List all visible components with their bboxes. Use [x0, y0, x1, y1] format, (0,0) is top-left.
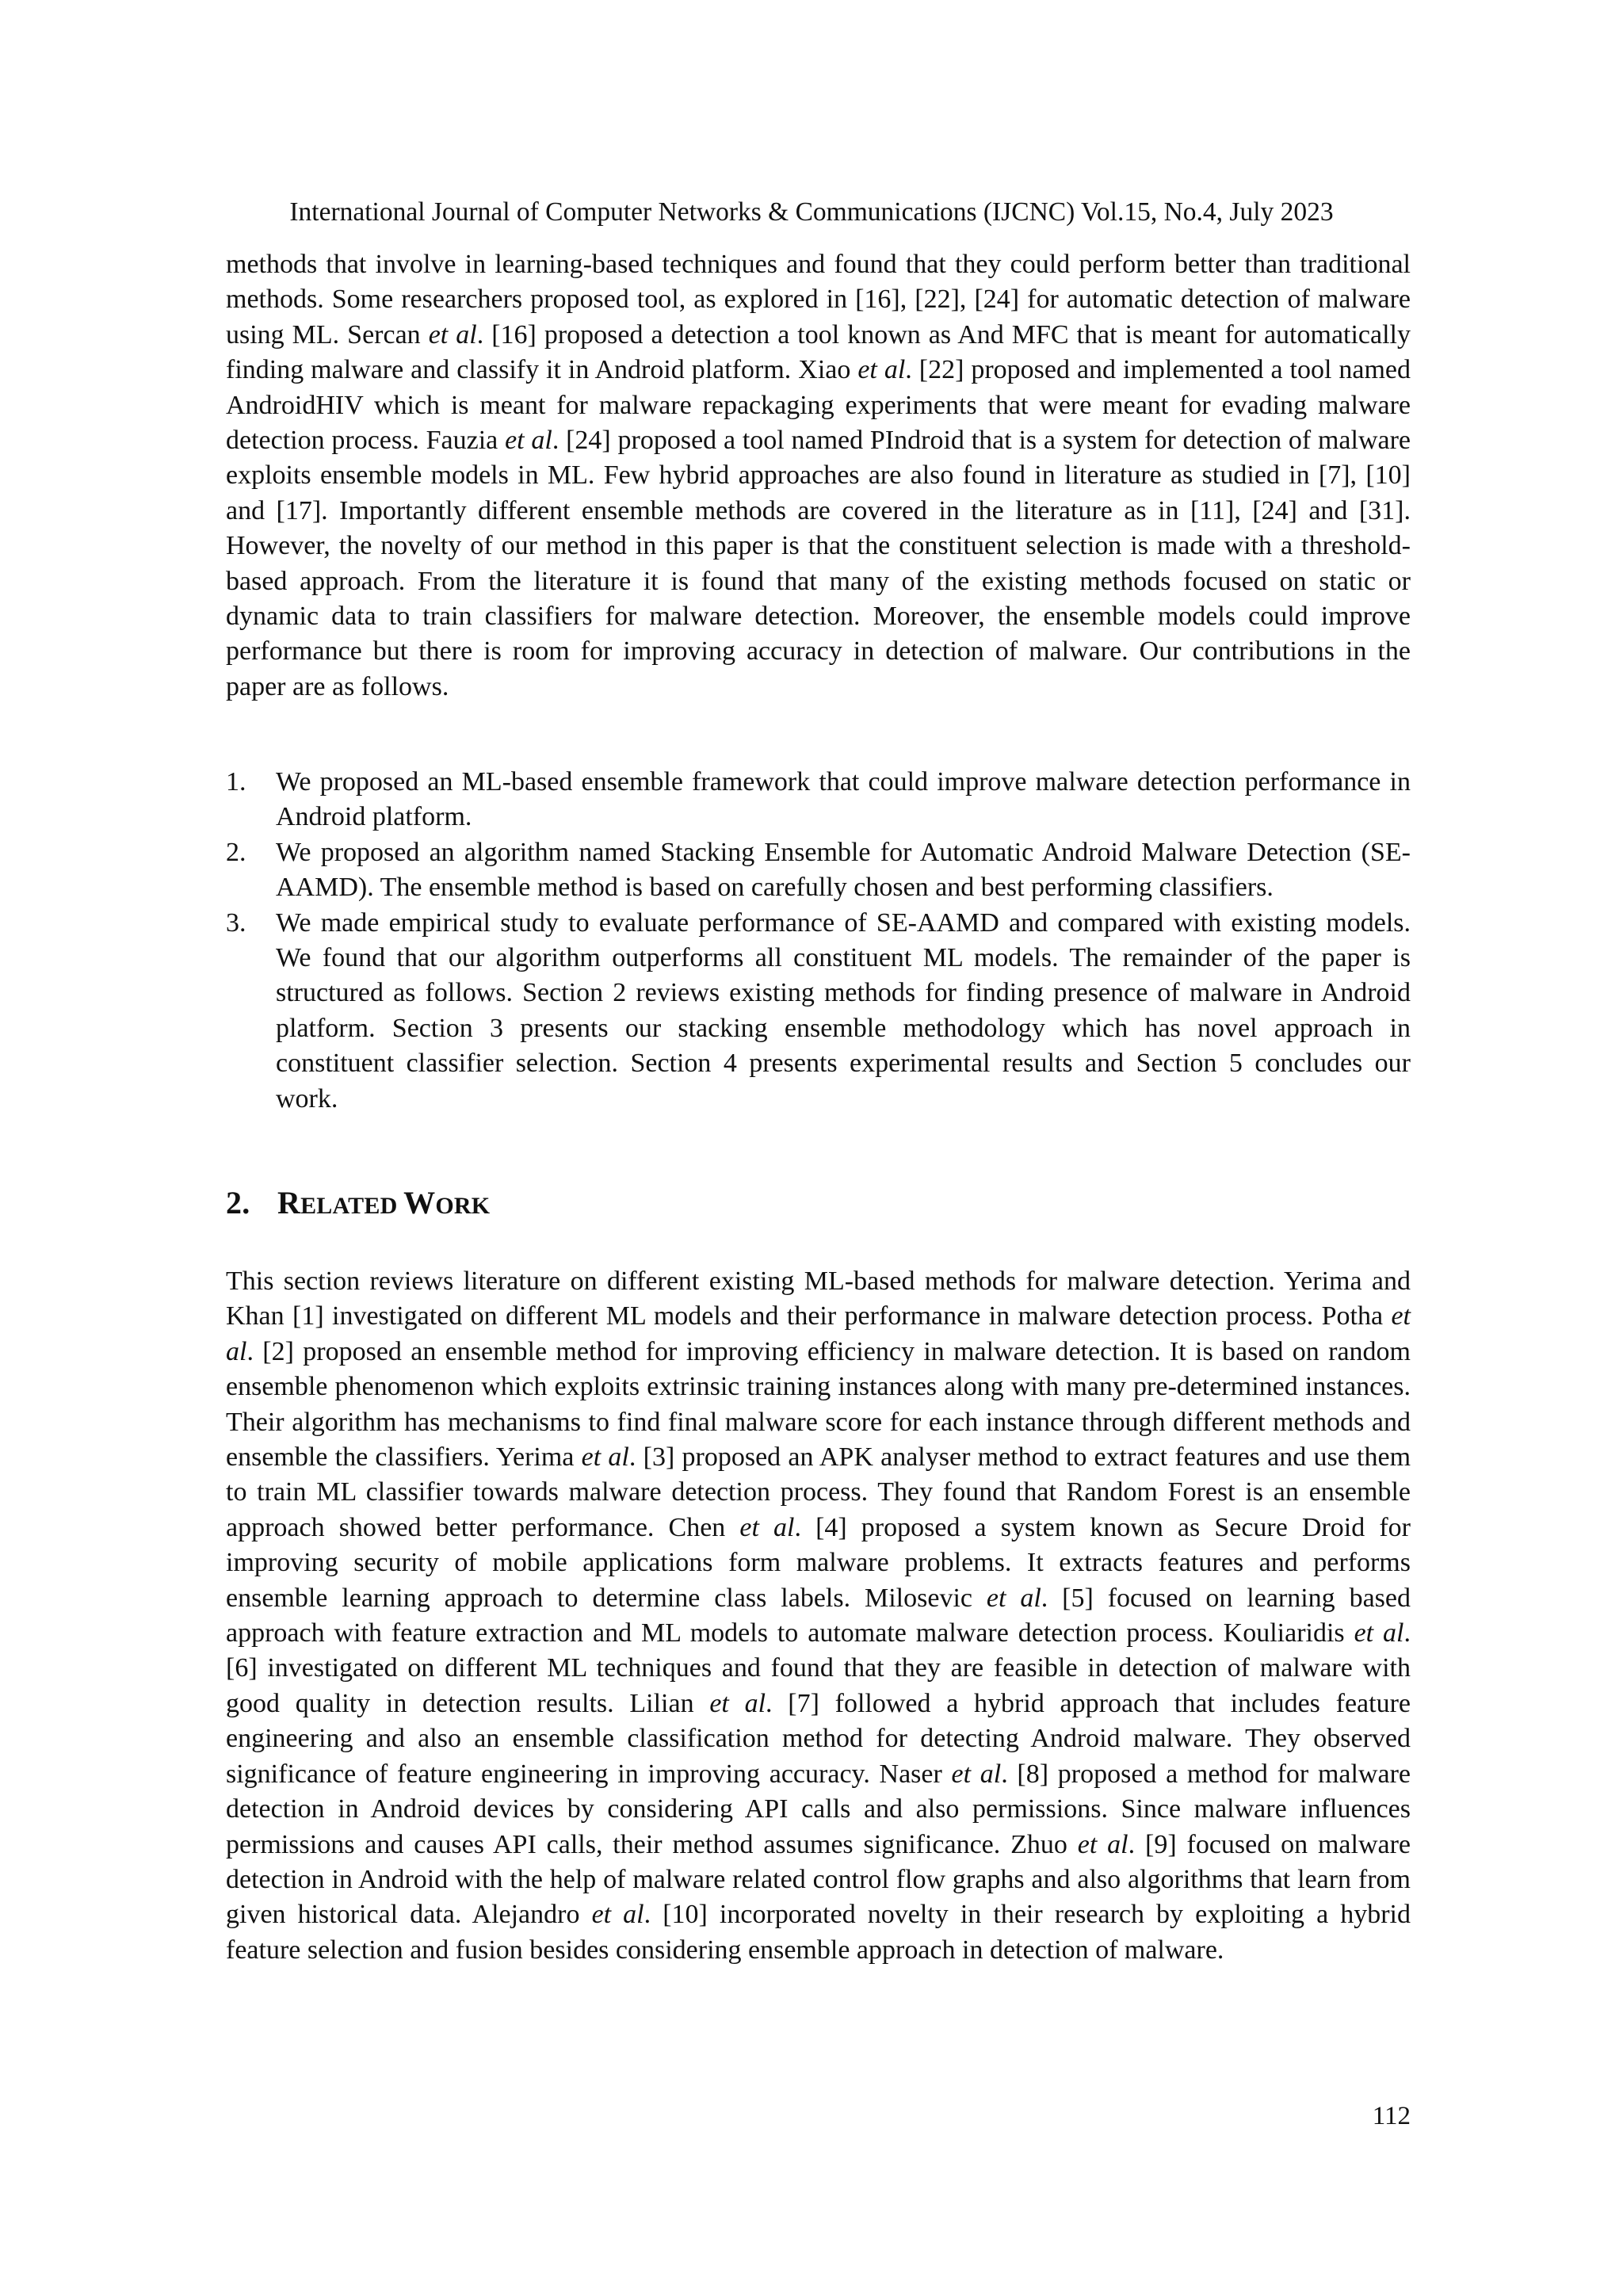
running-header: International Journal of Computer Networks & Communications (IJCNC) Vol.15, No.4, July 2023	[289, 197, 1334, 227]
list-item-text: We proposed an algorithm named Stacking Ensemble for Automatic Android Malware Detection (SE-AAMD). The ensemble method is based on carefully chosen and best performing classifiers.	[276, 837, 1411, 903]
list-item	[226, 765, 1411, 835]
section-heading	[226, 1181, 490, 1228]
list-item	[226, 906, 1411, 1117]
intro-section	[226, 247, 1411, 705]
contributions-list	[226, 765, 1411, 1117]
section-title: RELATED WORK	[277, 1185, 491, 1221]
list-item-text: We proposed an ML-based ensemble framework that could improve malware detection performance in Android platform.	[276, 767, 1411, 832]
section-number: 2.	[226, 1185, 250, 1221]
list-item-number: 3.	[226, 907, 246, 938]
related-work-paragraph: This section reviews literature on different existing ML-based methods for malware detection. Yerima and Khan [1] investigated on different ML models and their performance in malware detection process. Potha et al. [2] proposed an ensemble method for improving efficiency in malware detection. It is based on random ensemble phenomenon which exploits extrinsic training instances along with many pre-determined instances. Their algorithm has mechanisms to find final malware score for each instance through different methods and ensemble the classifiers. Yerima et al. [3] proposed an APK analyser method to extract features and use them to train ML classifier towards malware detection process. They found that Random Forest is an ensemble approach showed better performance. Chen et al. [4] proposed a system known as Secure Droid for improving security of mobile applications form malware problems. It extracts features and performs ensemble learning approach to determine class labels. Milosevic et al. [5] focused on learning based approach with feature extraction and ML models to automate malware detection process. Kouliaridis et al. [6] investigated on different ML techniques and found that they are feasible in detection of malware with good quality in detection results. Lilian et al. [7] followed a hybrid approach that includes feature engineering and also an ensemble classification method for detecting Android malware. They observed significance of feature engineering in improving accuracy. Naser et al. [8] proposed a method for malware detection in Android devices by considering API calls and also permissions. Since malware influences permissions and causes API calls, their method assumes significance. Zhuo et al. [9] focused on malware detection in Android with the help of malware related control flow graphs and also algorithms that learn from given historical data. Alejandro et al. [10] incorporated novelty in their research by exploiting a hybrid feature selection and fusion besides considering ensemble approach in detection of malware.	[226, 1266, 1411, 1965]
list-item-number: 1.	[226, 767, 246, 797]
related-work-section	[226, 1264, 1411, 1968]
intro-paragraph: methods that involve in learning-based techniques and found that they could perform better than traditional methods. Some researchers proposed tool, as explored in [16], [22], [24] for automatic detection of malware using ML. Sercan et al. [16] proposed a detection a tool known as And MFC that is meant for automatically finding malware and classify it in Android platform. Xiao et al. [22] proposed and implemented a tool named AndroidHIV which is meant for malware repackaging experiments that were meant for evading malware detection process. Fauzia et al. [24] proposed a tool named PIndroid that is a system for detection of malware exploits ensemble models in ML. Few hybrid approaches are also found in literature as studied in [7], [10] and [17]. Importantly different ensemble methods are covered in the literature as in [11], [24] and [31]. However, the novelty of our method in this paper is that the constituent selection is made with a threshold-based approach. From the literature it is found that many of the existing methods focused on static or dynamic data to train classifiers for malware detection. Moreover, the ensemble models could improve performance but there is room for improving accuracy in detection of malware. Our contributions in the paper are as follows.	[226, 250, 1411, 701]
list-item-number: 2.	[226, 837, 246, 867]
page-number: 112	[1372, 2102, 1411, 2130]
list-item-text: We made empirical study to evaluate performance of SE-AAMD and compared with existing models. We found that our algorithm outperforms all constituent ML models. The remainder of the paper is structured as follows. Section 2 reviews existing methods for finding presence of malware in Android platform. Section 3 presents our stacking ensemble methodology which has novel approach in constituent classifier selection. Section 4 presents experimental results and Section 5 concludes our work.	[276, 907, 1411, 1114]
list-item	[226, 835, 1411, 906]
